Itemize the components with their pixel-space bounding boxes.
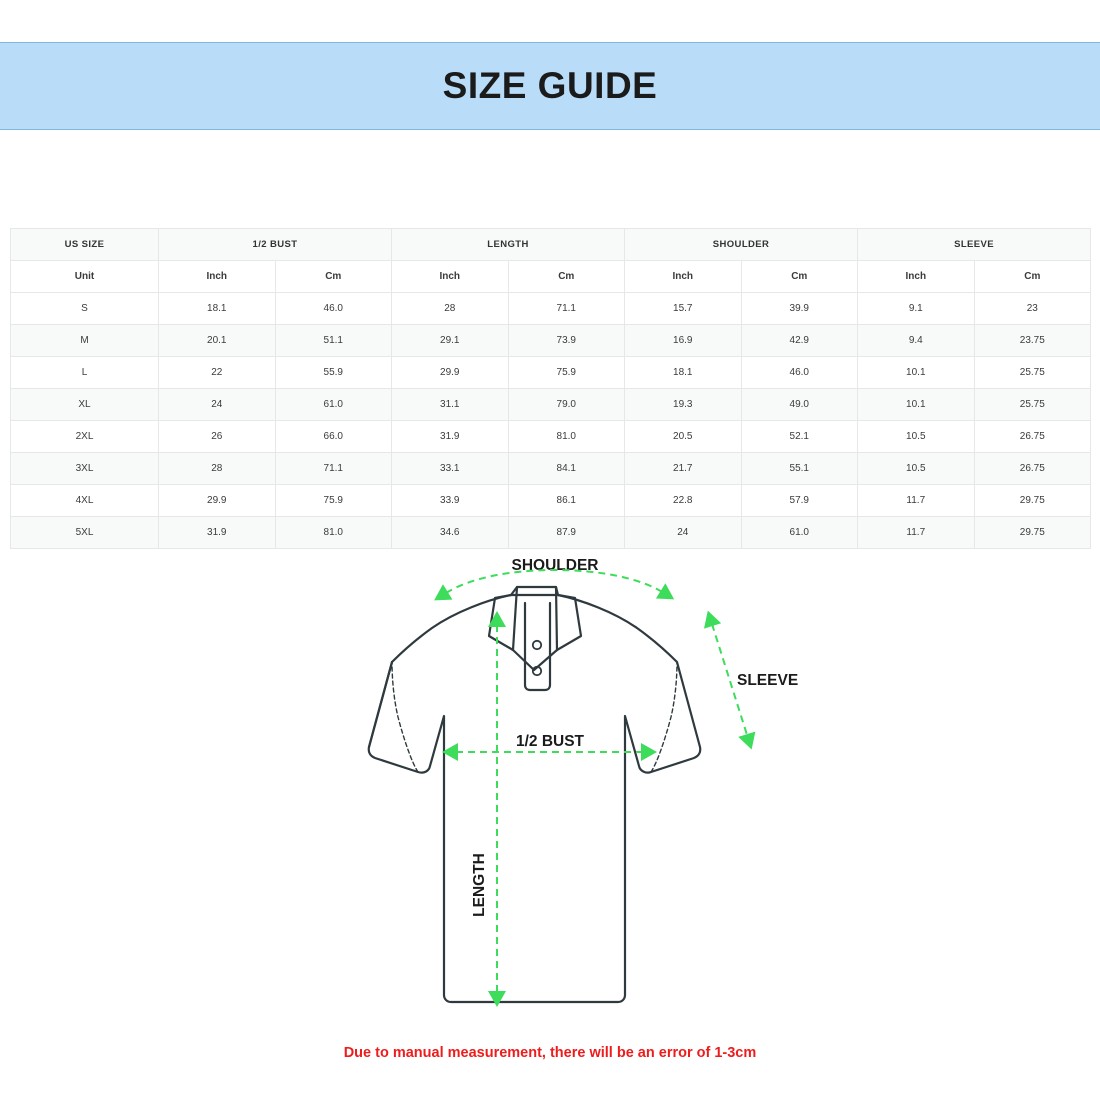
table-group-header-row [11, 229, 1091, 261]
cell-length-cm: 86.1 [508, 485, 625, 517]
cell-sleeve-inch: 11.7 [858, 517, 975, 549]
cell-length-cm: 81.0 [508, 421, 625, 453]
cell-shoulder-cm: 61.0 [741, 517, 858, 549]
cell-shoulder-inch: 24 [625, 517, 742, 549]
cell-bust-inch: 22 [159, 357, 276, 389]
table-row [11, 421, 1091, 453]
cell-length-cm: 71.1 [508, 293, 625, 325]
unit-header-sleeve-inch: Inch [858, 261, 975, 293]
table-row [11, 357, 1091, 389]
cell-bust-cm: 81.0 [275, 517, 392, 549]
cell-length-inch: 33.1 [392, 453, 509, 485]
measurement-disclaimer: Due to manual measurement, there will be an error of 1-3cm [343, 1045, 757, 1061]
polo-shirt-outline [369, 587, 701, 1002]
cell-sleeve-cm: 26.75 [974, 453, 1091, 485]
cell-bust-cm: 75.9 [275, 485, 392, 517]
diagram-label-bust: 1/2 BUST [515, 733, 585, 750]
cell-shoulder-cm: 42.9 [741, 325, 858, 357]
cell-sleeve-cm: 26.75 [974, 421, 1091, 453]
cell-length-inch: 28 [392, 293, 509, 325]
cell-size: XL [11, 389, 159, 421]
cell-bust-cm: 51.1 [275, 325, 392, 357]
measurement-diagram [0, 540, 1100, 1040]
cell-sleeve-inch: 9.1 [858, 293, 975, 325]
cell-bust-inch: 18.1 [159, 293, 276, 325]
cell-length-cm: 73.9 [508, 325, 625, 357]
group-header-us-size: US SIZE [11, 229, 159, 261]
table-row [11, 389, 1091, 421]
cell-length-inch: 34.6 [392, 517, 509, 549]
cell-shoulder-inch: 19.3 [625, 389, 742, 421]
cell-shoulder-inch: 18.1 [625, 357, 742, 389]
table-row [11, 485, 1091, 517]
cell-shoulder-cm: 46.0 [741, 357, 858, 389]
cell-bust-inch: 29.9 [159, 485, 276, 517]
unit-header-length-cm: Cm [508, 261, 625, 293]
table-unit-header-row [11, 261, 1091, 293]
cell-bust-cm: 61.0 [275, 389, 392, 421]
cell-shoulder-cm: 49.0 [741, 389, 858, 421]
cell-length-inch: 33.9 [392, 485, 509, 517]
cell-shoulder-cm: 39.9 [741, 293, 858, 325]
group-header-bust: 1/2 BUST [159, 229, 392, 261]
size-table-container [10, 228, 1090, 549]
unit-header-bust-inch: Inch [159, 261, 276, 293]
cell-bust-inch: 26 [159, 421, 276, 453]
size-guide-banner [0, 42, 1100, 130]
cell-length-cm: 75.9 [508, 357, 625, 389]
cell-bust-cm: 46.0 [275, 293, 392, 325]
cell-length-cm: 79.0 [508, 389, 625, 421]
table-row [11, 453, 1091, 485]
unit-header-bust-cm: Cm [275, 261, 392, 293]
cell-length-inch: 31.9 [392, 421, 509, 453]
cell-length-cm: 87.9 [508, 517, 625, 549]
cell-sleeve-inch: 10.1 [858, 357, 975, 389]
cell-bust-inch: 31.9 [159, 517, 276, 549]
table-row [11, 325, 1091, 357]
cell-sleeve-cm: 23.75 [974, 325, 1091, 357]
cell-size: 5XL [11, 517, 159, 549]
cell-size: S [11, 293, 159, 325]
cell-shoulder-inch: 15.7 [625, 293, 742, 325]
cell-bust-inch: 28 [159, 453, 276, 485]
cell-size: 3XL [11, 453, 159, 485]
unit-header-shoulder-inch: Inch [625, 261, 742, 293]
cell-shoulder-cm: 52.1 [741, 421, 858, 453]
cell-bust-inch: 24 [159, 389, 276, 421]
diagram-label-sleeve: SLEEVE [737, 672, 799, 689]
group-header-sleeve: SLEEVE [858, 229, 1091, 261]
diagram-label-length: LENGTH [471, 853, 488, 917]
cell-length-inch: 29.9 [392, 357, 509, 389]
diagram-label-shoulder: SHOULDER [511, 557, 599, 574]
cell-sleeve-inch: 10.5 [858, 421, 975, 453]
cell-size: 2XL [11, 421, 159, 453]
cell-bust-inch: 20.1 [159, 325, 276, 357]
cell-shoulder-inch: 22.8 [625, 485, 742, 517]
cell-sleeve-inch: 10.5 [858, 453, 975, 485]
cell-sleeve-cm: 25.75 [974, 357, 1091, 389]
cell-bust-cm: 71.1 [275, 453, 392, 485]
table-row [11, 293, 1091, 325]
cell-sleeve-cm: 25.75 [974, 389, 1091, 421]
unit-header-length-inch: Inch [392, 261, 509, 293]
cell-sleeve-inch: 10.1 [858, 389, 975, 421]
cell-sleeve-cm: 29.75 [974, 485, 1091, 517]
cell-shoulder-inch: 16.9 [625, 325, 742, 357]
cell-size: L [11, 357, 159, 389]
unit-header-unit: Unit [11, 261, 159, 293]
cell-size: 4XL [11, 485, 159, 517]
unit-header-sleeve-cm: Cm [974, 261, 1091, 293]
cell-bust-cm: 55.9 [275, 357, 392, 389]
group-header-shoulder: SHOULDER [625, 229, 858, 261]
unit-header-shoulder-cm: Cm [741, 261, 858, 293]
cell-shoulder-cm: 55.1 [741, 453, 858, 485]
cell-length-inch: 31.1 [392, 389, 509, 421]
cell-size: M [11, 325, 159, 357]
cell-bust-cm: 66.0 [275, 421, 392, 453]
cell-sleeve-cm: 23 [974, 293, 1091, 325]
cell-shoulder-inch: 20.5 [625, 421, 742, 453]
size-table [10, 228, 1091, 549]
cell-sleeve-inch: 11.7 [858, 485, 975, 517]
cell-sleeve-inch: 9.4 [858, 325, 975, 357]
cell-shoulder-inch: 21.7 [625, 453, 742, 485]
group-header-length: LENGTH [392, 229, 625, 261]
cell-shoulder-cm: 57.9 [741, 485, 858, 517]
cell-length-cm: 84.1 [508, 453, 625, 485]
cell-length-inch: 29.1 [392, 325, 509, 357]
cell-sleeve-cm: 29.75 [974, 517, 1091, 549]
page-title: SIZE GUIDE [442, 65, 658, 106]
